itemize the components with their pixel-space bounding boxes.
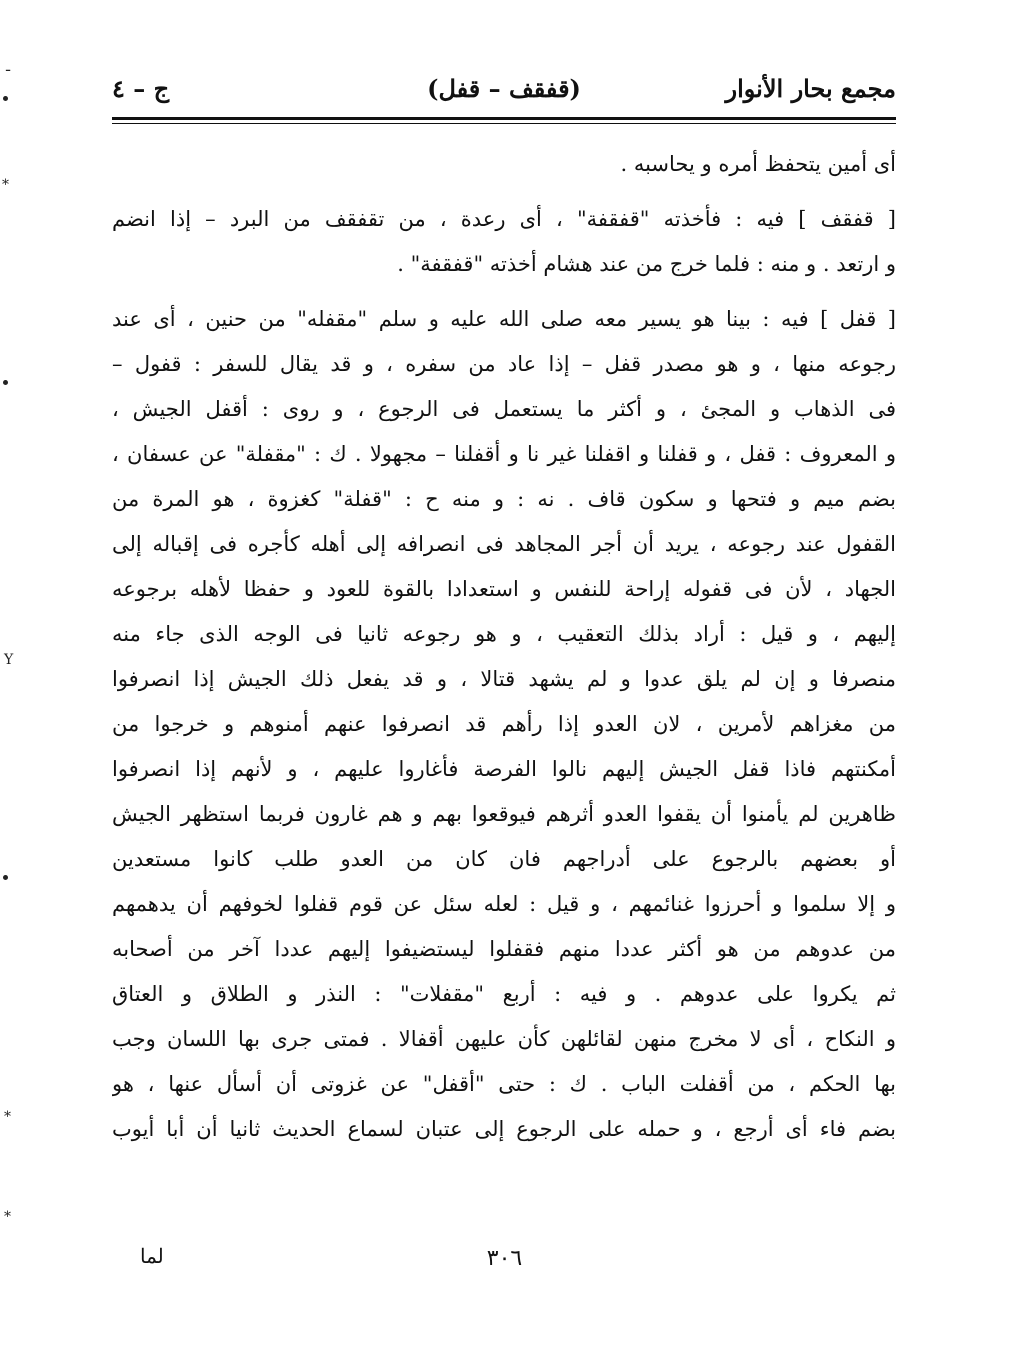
book-title: مجمع بحار الأنوار (725, 74, 896, 103)
margin-mark: * (4, 1109, 11, 1125)
page-number: ٣٠٦ (486, 1246, 523, 1271)
text-line: و ارتعد . و منه : فلما خرج من عند هشام أخذته "قفقفة" . (397, 252, 896, 276)
text-line: و إلا سلموا و أحرزوا غنائمهم ، و قيل : لعله سئل عن قوم قفلوا لخوفهم أن يدهمهم (112, 892, 896, 916)
margin-mark: Y (4, 652, 14, 668)
body-text (112, 142, 896, 1152)
text-line: القفول عند رجوعه ، يريد أن أجر المجاهد فى انصرافه إلى أهله كأجره فى إقباله إلى (112, 532, 896, 556)
paragraph-gap (112, 187, 896, 197)
margin-dot (3, 96, 8, 101)
text-line: أو بعضهم بالرجوع على أدراجهم فان كان من العدو طلب كانوا مستعدين (112, 847, 896, 871)
text-line: إليهم ، و قيل : أراد بذلك التعقيب ، و هو رجوعه ثانيا فى الوجه الذى جاء منه (112, 622, 896, 646)
text-line: فى الذهاب و المجئ ، و أكثر ما يستعمل فى الرجوع ، و روى : أقفل الجيش ، (112, 397, 896, 421)
text-line: أى أمين يتحفظ أمره و يحاسبه . (620, 152, 896, 176)
text-line: من عدوهم من هو أكثر عددا منهم فقفلوا ليستضيفوا إليهم عددا آخر من أصحابه (112, 937, 896, 961)
volume-number: ج – ٤ (112, 74, 170, 103)
margin-dot (3, 875, 8, 880)
header-rule-thick (112, 117, 896, 120)
text-line: من مغزاهم لأمرين ، لان العدو إذا رأهم قد انصرفوا عنهم أمنوهم و خرجوا من (112, 712, 896, 736)
text-line: و النكاح ، أى لا مخرج منهن لقائلهن كأن عليهن أقفالا . فمتى جرى بها اللسان وجب (112, 1027, 896, 1051)
text-line: أمكنتهم فاذا قفل الجيش إليهم نالوا الفرصة فأغاروا عليهم ، و لأنهم إذا انصرفوا (112, 757, 896, 781)
text-line: منصرفا و إن لم يلق عدوا و لم يشهد قتالا ، و قد يفعل ذلك الجيش إذا انصرفوا (112, 667, 896, 691)
text-line: رجوعه منها ، و هو مصدر قفل – إذا عاد من سفره ، و قد يقال للسفر : قفول – (112, 352, 896, 376)
text-line: و المعروف : قفل ، و قفلنا و اقفلنا غير نا و أقفلنا – مجهولا . ك : "مقفلة" عن عسفان ، (112, 442, 896, 466)
paragraph-gap (112, 287, 896, 297)
text-line: [ قفقف ] فيه : فأخذته "قفقفة" ، أى رعدة ، من تقفقف من البرد – إذا انضم (112, 207, 896, 231)
text-line: بها الحكم ، من أقفلت الباب . ك : حتى "أقفل" عن غزوتى أن أسأل عنها ، هو (112, 1072, 896, 1096)
margin-mark: * (4, 1209, 11, 1225)
text-line: الجهاد ، لأن فى قفوله إراحة للنفس و استعدادا بالقوة للعود و حفظا لأهله برجوعه (112, 577, 896, 601)
text-line: ثم يكروا على عدوهم . و فيه : أربع "مقفلات" : النذر و الطلاق و العتاق (112, 982, 896, 1006)
margin-dot (3, 380, 8, 385)
margin-mark: * (2, 177, 9, 193)
text-line: ظاهرين لم يأمنوا أن يقفوا العدو أثرهم فيوقعوا بهم و هم غارون فربما استظهر الجيش (112, 802, 896, 826)
catchword: لما (140, 1244, 164, 1268)
running-header (112, 70, 896, 110)
header-rule-thin (112, 123, 896, 124)
entry-range: (قفقف – قفل) (427, 74, 581, 103)
margin-mark: ـ (6, 59, 11, 75)
text-line: بضم ميم و فتحها و سكون قاف . نه : و منه ح : "قفلة" كغزوة ، هو المرة من (112, 487, 896, 511)
text-line: بضم فاء أى أرجع ، و حمله على الرجوع إلى عتبان لسماع الحديث ثانيا أن أبا أيوب (112, 1117, 896, 1141)
text-line: [ قفل ] فيه : بينا هو يسير معه صلى الله عليه و سلم "مقفله" من حنين ، أى عند (112, 307, 896, 331)
